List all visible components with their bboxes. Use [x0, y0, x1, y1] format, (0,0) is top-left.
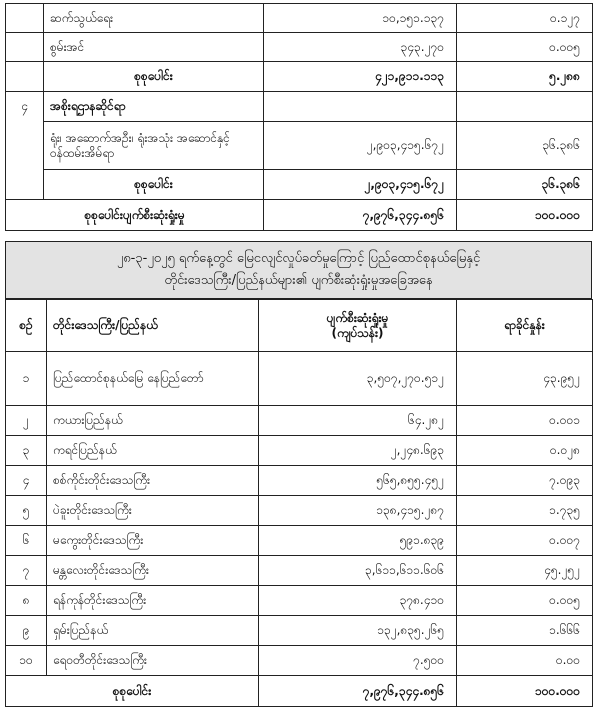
subtotal-label: စုစုပေါင်း	[44, 62, 264, 92]
loss-amount: ၅၉၁.၈၃၉	[259, 526, 457, 556]
table-row	[6, 33, 593, 62]
row-number	[6, 33, 44, 62]
grand-total-amount: ၇,၉၇၆,၃၄၄.၈၅၆	[264, 200, 457, 231]
loss-percent: ၃၆.၃၈၆	[457, 170, 593, 200]
table-row	[6, 646, 593, 676]
region-name: ရန်ကုန်တိုင်းဒေသကြီး	[47, 586, 259, 616]
region-name: ပြည်ထောင်စုနယ်မြေ နေပြည်တော်	[47, 352, 259, 406]
section-title: အစိုးရဌာနဆိုင်ရာ	[44, 92, 264, 122]
grand-total-amount: ၇,၉၇၆,၃၄၄.၈၅၆	[259, 676, 457, 707]
table-row	[6, 352, 593, 406]
loss-amount: ၅၆၅,၈၅၅.၄၅၂	[259, 466, 457, 496]
sector-name: ဆက်သွယ်ရေး	[44, 4, 264, 33]
section-row	[6, 92, 593, 122]
row-number	[6, 62, 44, 92]
loss-header-unit: (ကျပ်သန်း)	[331, 325, 384, 340]
region-name: မန္တလေးတိုင်းဒေသကြီး	[47, 556, 259, 586]
loss-percent	[457, 92, 593, 122]
loss-amount: ၂,၉၀၃,၄၁၅.၆၇၂	[264, 122, 457, 170]
loss-amount	[264, 92, 457, 122]
region-name: ရှမ်းပြည်နယ်	[47, 616, 259, 646]
loss-percent: ၀.၀၀၅	[457, 33, 593, 62]
subtotal-row	[6, 62, 593, 92]
column-header-loss	[259, 300, 457, 352]
loss-percent: ၀.၀၂၈	[457, 436, 593, 466]
subtotal-row	[6, 170, 593, 200]
row-number: ၄	[6, 466, 47, 496]
region-loss-table	[5, 299, 593, 707]
sector-loss-table	[5, 3, 593, 231]
row-number	[6, 4, 44, 33]
loss-percent: ၀.၁၂၇	[457, 4, 593, 33]
loss-percent: ၀.၀၀၁	[457, 406, 593, 436]
table-row	[6, 436, 593, 466]
loss-percent: ၁.၇၃၅	[457, 496, 593, 526]
grand-total-label: စုစုပေါင်း	[6, 676, 259, 707]
table-row	[6, 586, 593, 616]
loss-amount: ၁၀,၁၅၁.၁၃၇	[264, 4, 457, 33]
table-row	[6, 4, 593, 33]
row-number: ၃	[6, 436, 47, 466]
column-header-percent: ရာခိုင်နှုန်း	[457, 300, 593, 352]
row-number: ၂	[6, 406, 47, 436]
region-name: ပဲခူးတိုင်းဒေသကြီး	[47, 496, 259, 526]
loss-percent: ၁.၆၆၆	[457, 616, 593, 646]
sector-name: စွမ်းအင်	[44, 33, 264, 62]
loss-header-title: ပျက်စီးဆုံးရှုံးမှု	[326, 310, 389, 325]
table-row	[6, 556, 593, 586]
region-name: ကရင်ပြည်နယ်	[47, 436, 259, 466]
loss-amount: ၁၃၂,၈၃၅.၂၆၅	[259, 616, 457, 646]
loss-percent: ၇.၀၉၃	[457, 466, 593, 496]
grand-total-percent: ၁၀၀.၀၀၀	[457, 676, 593, 707]
section-heading	[5, 241, 592, 299]
region-name: စစ်ကိုင်းတိုင်းဒေသကြီး	[47, 466, 259, 496]
row-number: ၆	[6, 526, 47, 556]
loss-percent: ၀.၀၀	[457, 646, 593, 676]
sector-name: ရုံး၊ အဆောက်အဦး၊ ရုံးအသုံး အဆောင်နှင့် ဝန်ထမ်းအိမ်ရာ	[44, 122, 264, 170]
row-number: ၄	[6, 92, 44, 122]
grand-total-percent: ၁၀၀.၀၀၀	[457, 200, 593, 231]
loss-amount: ၇.၅၀၀	[259, 646, 457, 676]
loss-amount: ၄၂၁,၉၁၁.၁၁၃	[264, 62, 457, 92]
loss-amount: ၂,၂၄၈.၆၉၃	[259, 436, 457, 466]
loss-percent: ၄၃.၉၅၂	[457, 352, 593, 406]
row-number: ၈	[6, 586, 47, 616]
subtotal-label: စုစုပေါင်း	[44, 170, 264, 200]
loss-percent: ၀.၀၀၇	[457, 526, 593, 556]
row-number: ၁	[6, 352, 47, 406]
loss-amount: ၃,၅၀၇,၂၇၀.၅၁၂	[259, 352, 457, 406]
grand-total-label: စုစုပေါင်းပျက်စီးဆုံးရှုံးမှု	[6, 200, 264, 231]
loss-percent: ၀.၀၀၅	[457, 586, 593, 616]
table-row	[6, 496, 593, 526]
region-name: ရေဝတီတိုင်းဒေသကြီး	[47, 646, 259, 676]
heading-line-1: ၂၈-၃-၂၀၂၅ ရက်နေ့တွင် မြေငလျင်လှုပ်ခတ်မှုကြောင့် ပြည်ထောင်စုနယ်မြေနှင့်	[116, 251, 481, 266]
loss-amount: ၃၄၃.၂၇၀	[264, 33, 457, 62]
column-header-region: တိုင်းဒေသကြီး/ပြည်နယ်	[47, 300, 259, 352]
table-row	[6, 406, 593, 436]
region-name: ကယားပြည်နယ်	[47, 406, 259, 436]
table-row	[6, 526, 593, 556]
table-row	[6, 466, 593, 496]
grand-total-row	[6, 676, 593, 707]
row-number: ၉	[6, 616, 47, 646]
loss-percent: ၃၆.၃၈၆	[457, 122, 593, 170]
region-name: မကွေးတိုင်းဒေသကြီး	[47, 526, 259, 556]
row-number: ၁၀	[6, 646, 47, 676]
loss-amount: ၃,၆၁၁,၆၁၁.၆၀၆	[259, 556, 457, 586]
table-row	[6, 616, 593, 646]
table-row	[6, 122, 593, 170]
row-number: ၇	[6, 556, 47, 586]
table-header-row	[6, 300, 593, 352]
loss-amount: ၆၄.၂၈၂	[259, 406, 457, 436]
column-header-no: စဉ်	[6, 300, 47, 352]
loss-percent: ၄၅.၂၅၂	[457, 556, 593, 586]
loss-amount: ၂,၉၀၃,၄၁၅.၆၇၂	[264, 170, 457, 200]
row-number	[6, 170, 44, 200]
grand-total-row	[6, 200, 593, 231]
loss-percent: ၅.၂၈၈	[457, 62, 593, 92]
loss-amount: ၁၃၈,၄၁၅.၂၈၇	[259, 496, 457, 526]
row-number: ၅	[6, 496, 47, 526]
loss-amount: ၃၇၈.၄၁၀	[259, 586, 457, 616]
row-number	[6, 122, 44, 170]
heading-line-2: တိုင်းဒေသကြီး/ပြည်နယ်များ၏ ပျက်စီးဆုံးရှုံးမှုအခြေအနေ	[164, 273, 433, 288]
